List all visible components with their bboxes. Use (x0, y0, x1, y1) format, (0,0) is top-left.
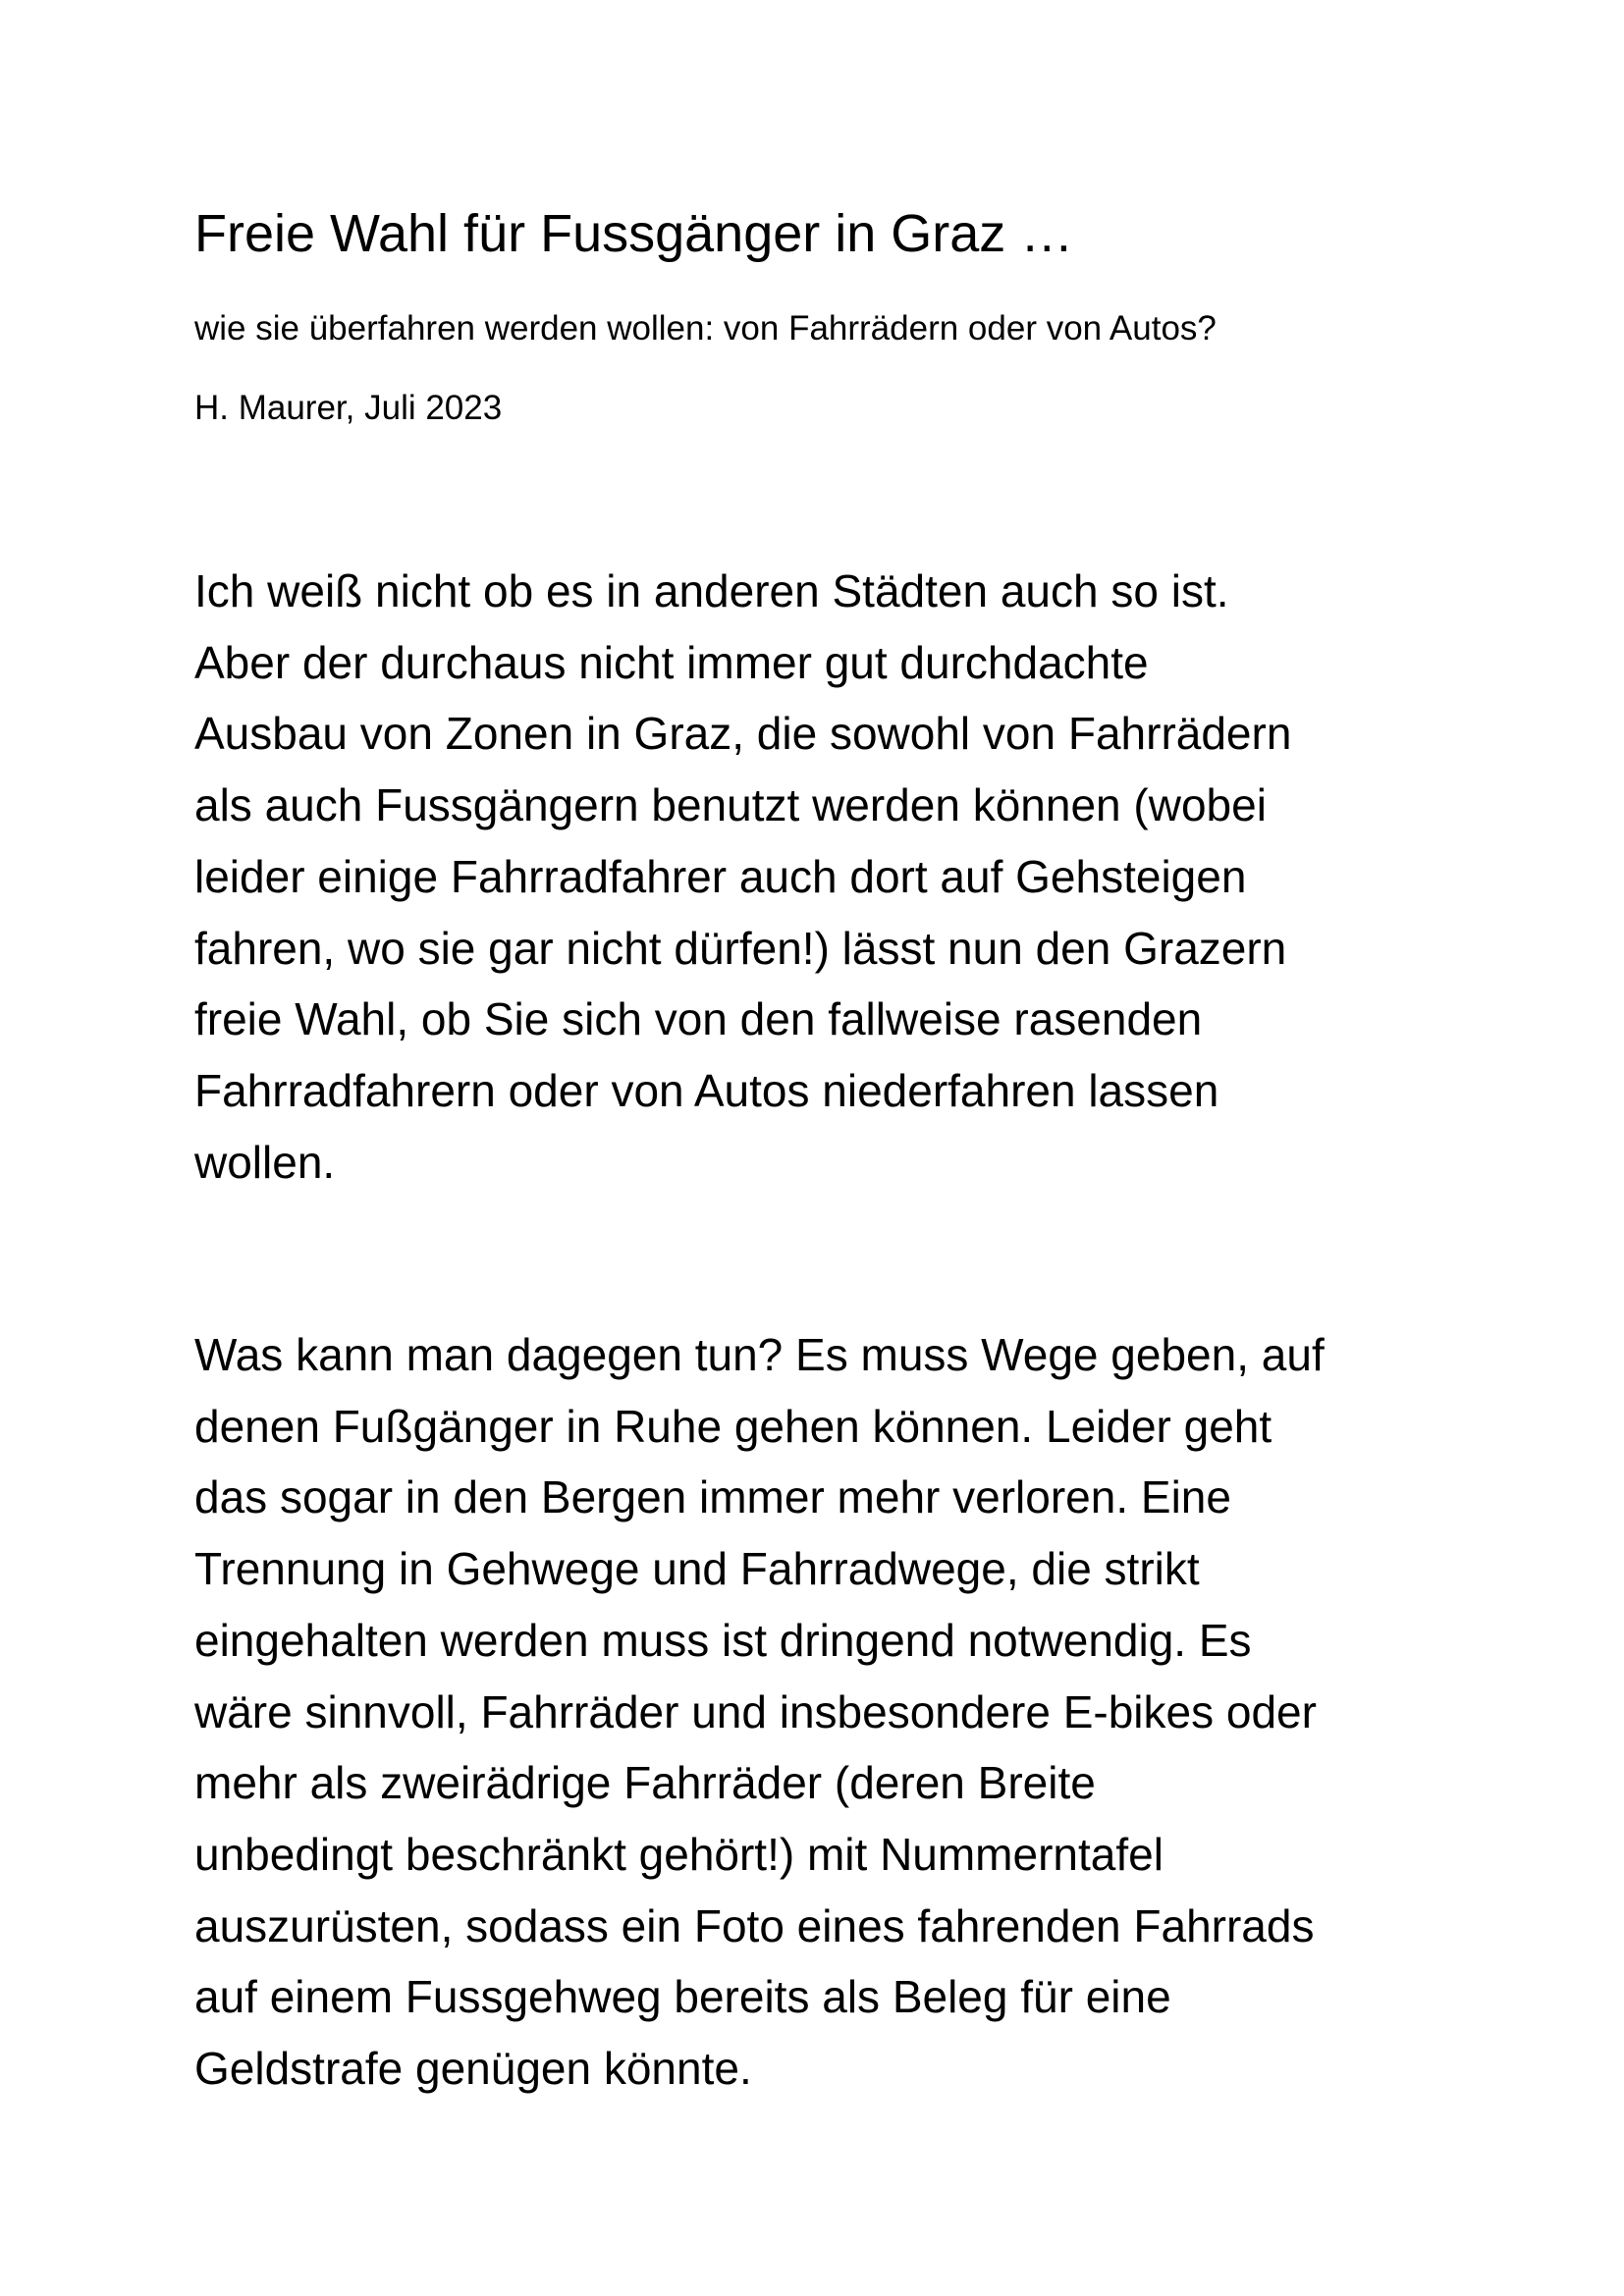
paragraph-line: auszurüsten, sodass ein Foto eines fahrenden Fahrrads (194, 1899, 1315, 1951)
paragraph-line: leider einige Fahrradfahrer auch dort auf Gehsteigen (194, 850, 1247, 902)
paragraph-line: Ausbau von Zonen in Graz, die sowohl von Fahrrädern (194, 708, 1292, 760)
paragraph-line: Trennung in Gehwege und Fahrradwege, die strikt (194, 1543, 1200, 1595)
paragraph-line: Was kann man dagegen tun? Es muss Wege geben, auf (194, 1329, 1325, 1380)
paragraph-line: denen Fußgänger in Ruhe gehen können. Leider geht (194, 1400, 1272, 1452)
paragraph-line: Ich weiß nicht ob es in anderen Städten auch so ist. (194, 565, 1229, 616)
paragraph-line: fahren, wo sie gar nicht dürfen!) lässt nun den Grazern (194, 922, 1287, 974)
paragraph-line: mehr als zweirädrige Fahrräder (deren Breite (194, 1757, 1096, 1809)
paragraph-line: als auch Fussgängern benutzt werden können (wobei (194, 779, 1267, 831)
paragraph-line: eingehalten werden muss ist dringend notwendig. Es (194, 1614, 1252, 1666)
paragraph-1 (194, 556, 1490, 1198)
paragraph-line: Geldstrafe genügen könnte. (194, 2043, 752, 2095)
paragraph-line: das sogar in den Bergen immer mehr verloren. Eine (194, 1471, 1231, 1523)
paragraph-line: wollen. (194, 1136, 336, 1188)
paragraph-line: Aber der durchaus nicht immer gut durchdachte (194, 636, 1149, 688)
paragraph-line: Fahrradfahrern oder von Autos niederfahren lassen (194, 1064, 1219, 1116)
paragraph-line: freie Wahl, ob Sie sich von den fallweise rasenden (194, 993, 1203, 1045)
paragraph-line: wäre sinnvoll, Fahrräder und insbesondere E-bikes oder (194, 1685, 1317, 1737)
paragraph-line: auf einem Fussgehweg bereits als Beleg für eine (194, 1971, 1171, 2023)
document-subtitle: wie sie überfahren werden wollen: von Fahrrädern oder von Autos? (194, 309, 1217, 347)
paragraph-2 (194, 1319, 1490, 2105)
author-date-line: H. Maurer, Juli 2023 (194, 389, 503, 427)
document-title: Freie Wahl für Fussgänger in Graz … (194, 204, 1074, 263)
paragraph-line: unbedingt beschränkt gehört!) mit Nummerntafel (194, 1828, 1164, 1880)
